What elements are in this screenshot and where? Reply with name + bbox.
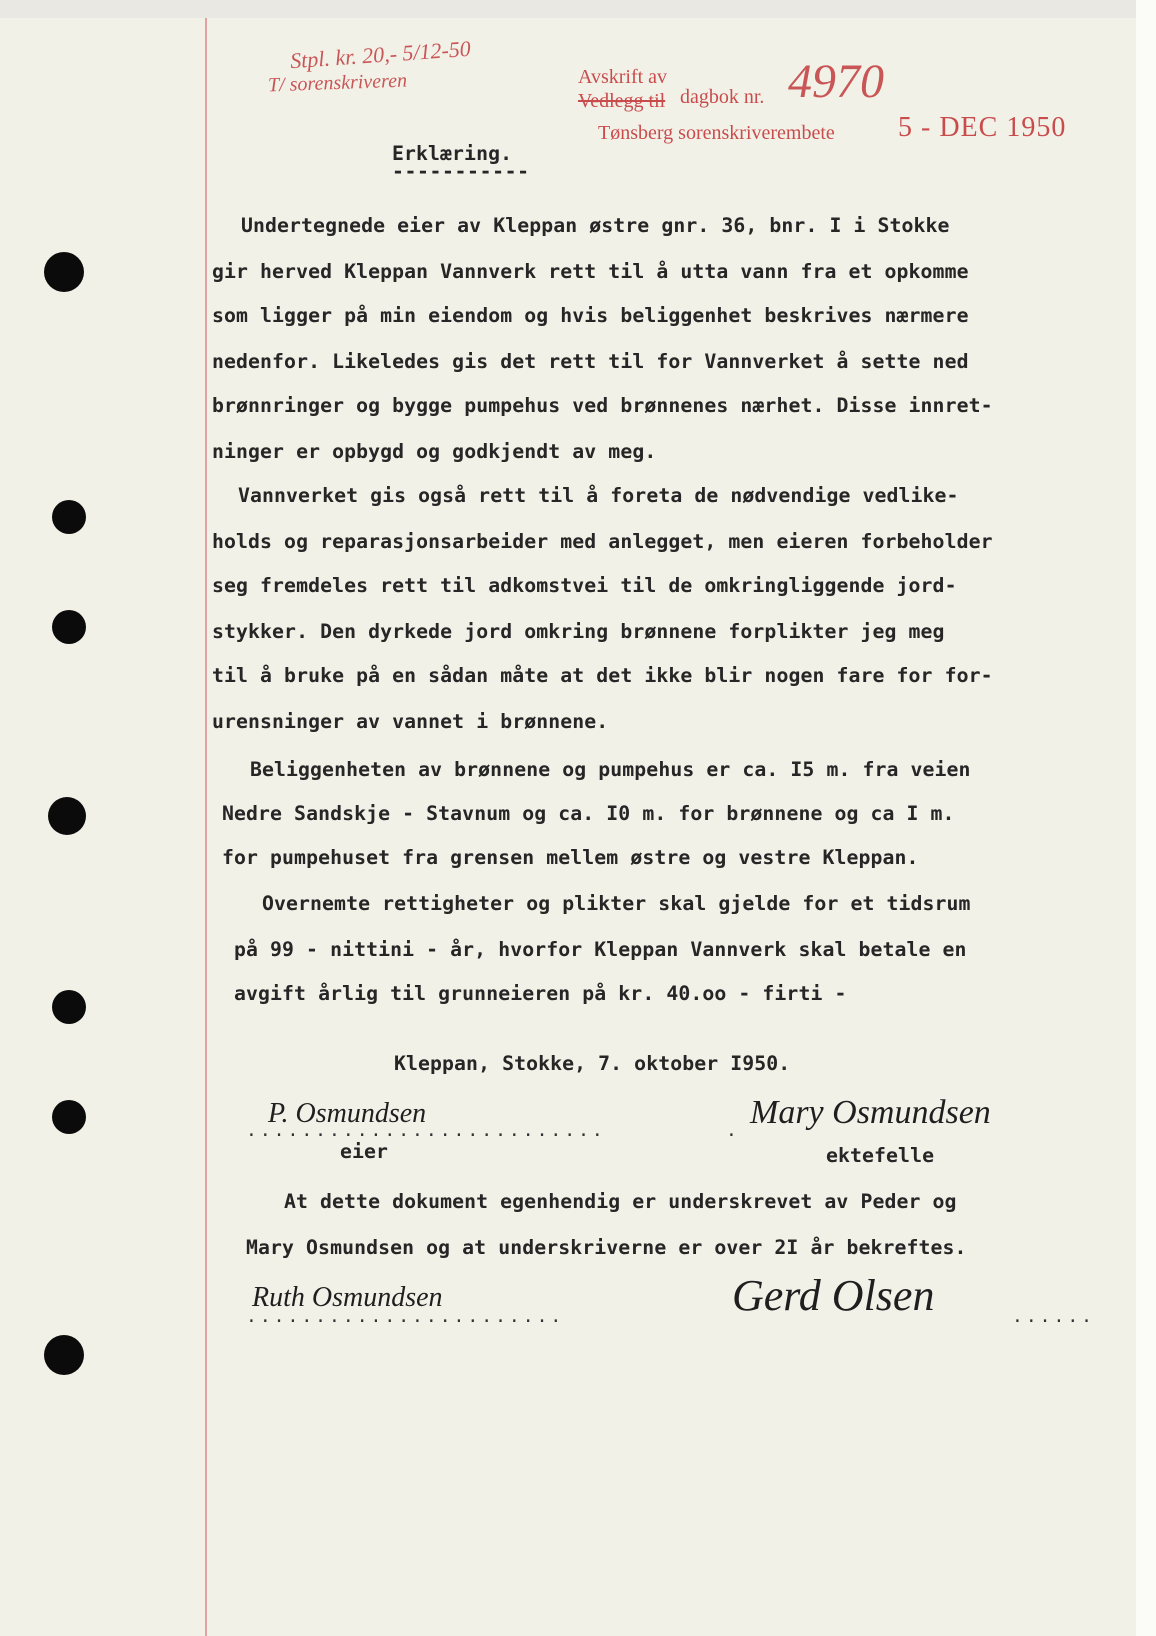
handwritten-recipient-note: T/ sorenskriveren	[267, 69, 408, 97]
body-line: Overnemte rettigheter og plikter skal gjelde for et tidsrum	[262, 892, 971, 915]
body-line: som ligger på min eiendom og hvis beliggenhet beskrives nærmere	[212, 304, 969, 327]
page-edge	[1136, 0, 1156, 1636]
owner-signature: P. Osmundsen	[268, 1098, 427, 1129]
owner-role: eier	[340, 1140, 389, 1163]
binder-hole	[44, 252, 84, 292]
body-line: stykker. Den dyrkede jord omkring brønnene forplikter jeg meg	[212, 620, 945, 643]
attestation-line: Mary Osmundsen og at underskriverne er over 2I år bekreftes.	[246, 1236, 967, 1259]
body-line: Undertegnede eier av Kleppan østre gnr. 36, bnr. I i Stokke	[241, 214, 950, 237]
attestation-line: At dette dokument egenhendig er underskrevet av Peder og	[284, 1190, 957, 1213]
handwritten-stamp-note: Stpl. kr. 20,- 5/12-50	[289, 35, 472, 74]
spouse-signature: Mary Osmundsen	[750, 1094, 991, 1131]
document-title: Erklæring.	[392, 142, 513, 165]
dagbok-number: 4970	[788, 55, 884, 108]
witness-signature: Gerd Olsen	[732, 1271, 935, 1320]
body-line: Vannverket gis også rett til å foreta de nødvendige vedlike-	[238, 484, 959, 507]
body-line: for pumpehuset fra grensen mellem østre og vestre Kleppan.	[222, 846, 919, 869]
body-line: nedenfor. Likeledes gis det rett til for Vannverket å sette ned	[212, 350, 969, 373]
spouse-role: ektefelle	[826, 1144, 935, 1167]
margin-line	[205, 18, 207, 1636]
binder-hole	[52, 610, 86, 644]
body-line: holds og reparasjonsarbeider med anlegget, men eieren forbeholder	[212, 530, 993, 553]
body-line: ninger er opbygd og godkjendt av meg.	[212, 440, 657, 463]
stamp-vedlegg: Vedlegg til	[578, 90, 666, 112]
binder-hole	[44, 1335, 84, 1375]
body-line: til å bruke på en sådan måte at det ikke blir nogen fare for for-	[212, 664, 993, 687]
body-line: gir herved Kleppan Vannverk rett til å utta vann fra et opkomme	[212, 260, 969, 283]
binder-hole	[52, 1100, 86, 1134]
body-line: seg fremdeles rett til adkomstvei til de omkringliggende jord-	[212, 574, 957, 597]
binder-hole	[48, 797, 86, 835]
body-line: Beliggenheten av brønnene og pumpehus er ca. I5 m. fra veien	[250, 758, 971, 781]
binder-hole	[52, 500, 86, 534]
body-line: urensninger av vannet i brønnene.	[212, 710, 609, 733]
signature-line: .......................	[246, 1306, 565, 1327]
witness-signature: Ruth Osmundsen	[252, 1282, 443, 1313]
signature-line: .	[726, 1120, 740, 1141]
stamp-date: 5 - DEC 1950	[898, 112, 1067, 143]
binder-hole	[52, 990, 86, 1024]
stamp-avskrift: Avskrift av	[578, 66, 668, 88]
body-line: på 99 - nittini - år, hvorfor Kleppan Vannverk skal betale en	[234, 938, 967, 961]
title-underline: -----------	[392, 160, 530, 183]
signature-line: ..........................	[246, 1120, 606, 1141]
signature-line: ......	[1012, 1306, 1096, 1327]
body-line: avgift årlig til grunneieren på kr. 40.oo - firti -	[234, 982, 847, 1005]
stamp-office: Tønsberg sorenskriverembete	[598, 122, 835, 144]
stamp-dagbok-label: dagbok nr.	[680, 86, 765, 108]
place-date: Kleppan, Stokke, 7. oktober I950.	[394, 1052, 791, 1075]
body-line: Nedre Sandskje - Stavnum og ca. I0 m. for brønnene og ca I m.	[222, 802, 955, 825]
body-line: brønnringer og bygge pumpehus ved brønnenes nærhet. Disse innret-	[212, 394, 993, 417]
